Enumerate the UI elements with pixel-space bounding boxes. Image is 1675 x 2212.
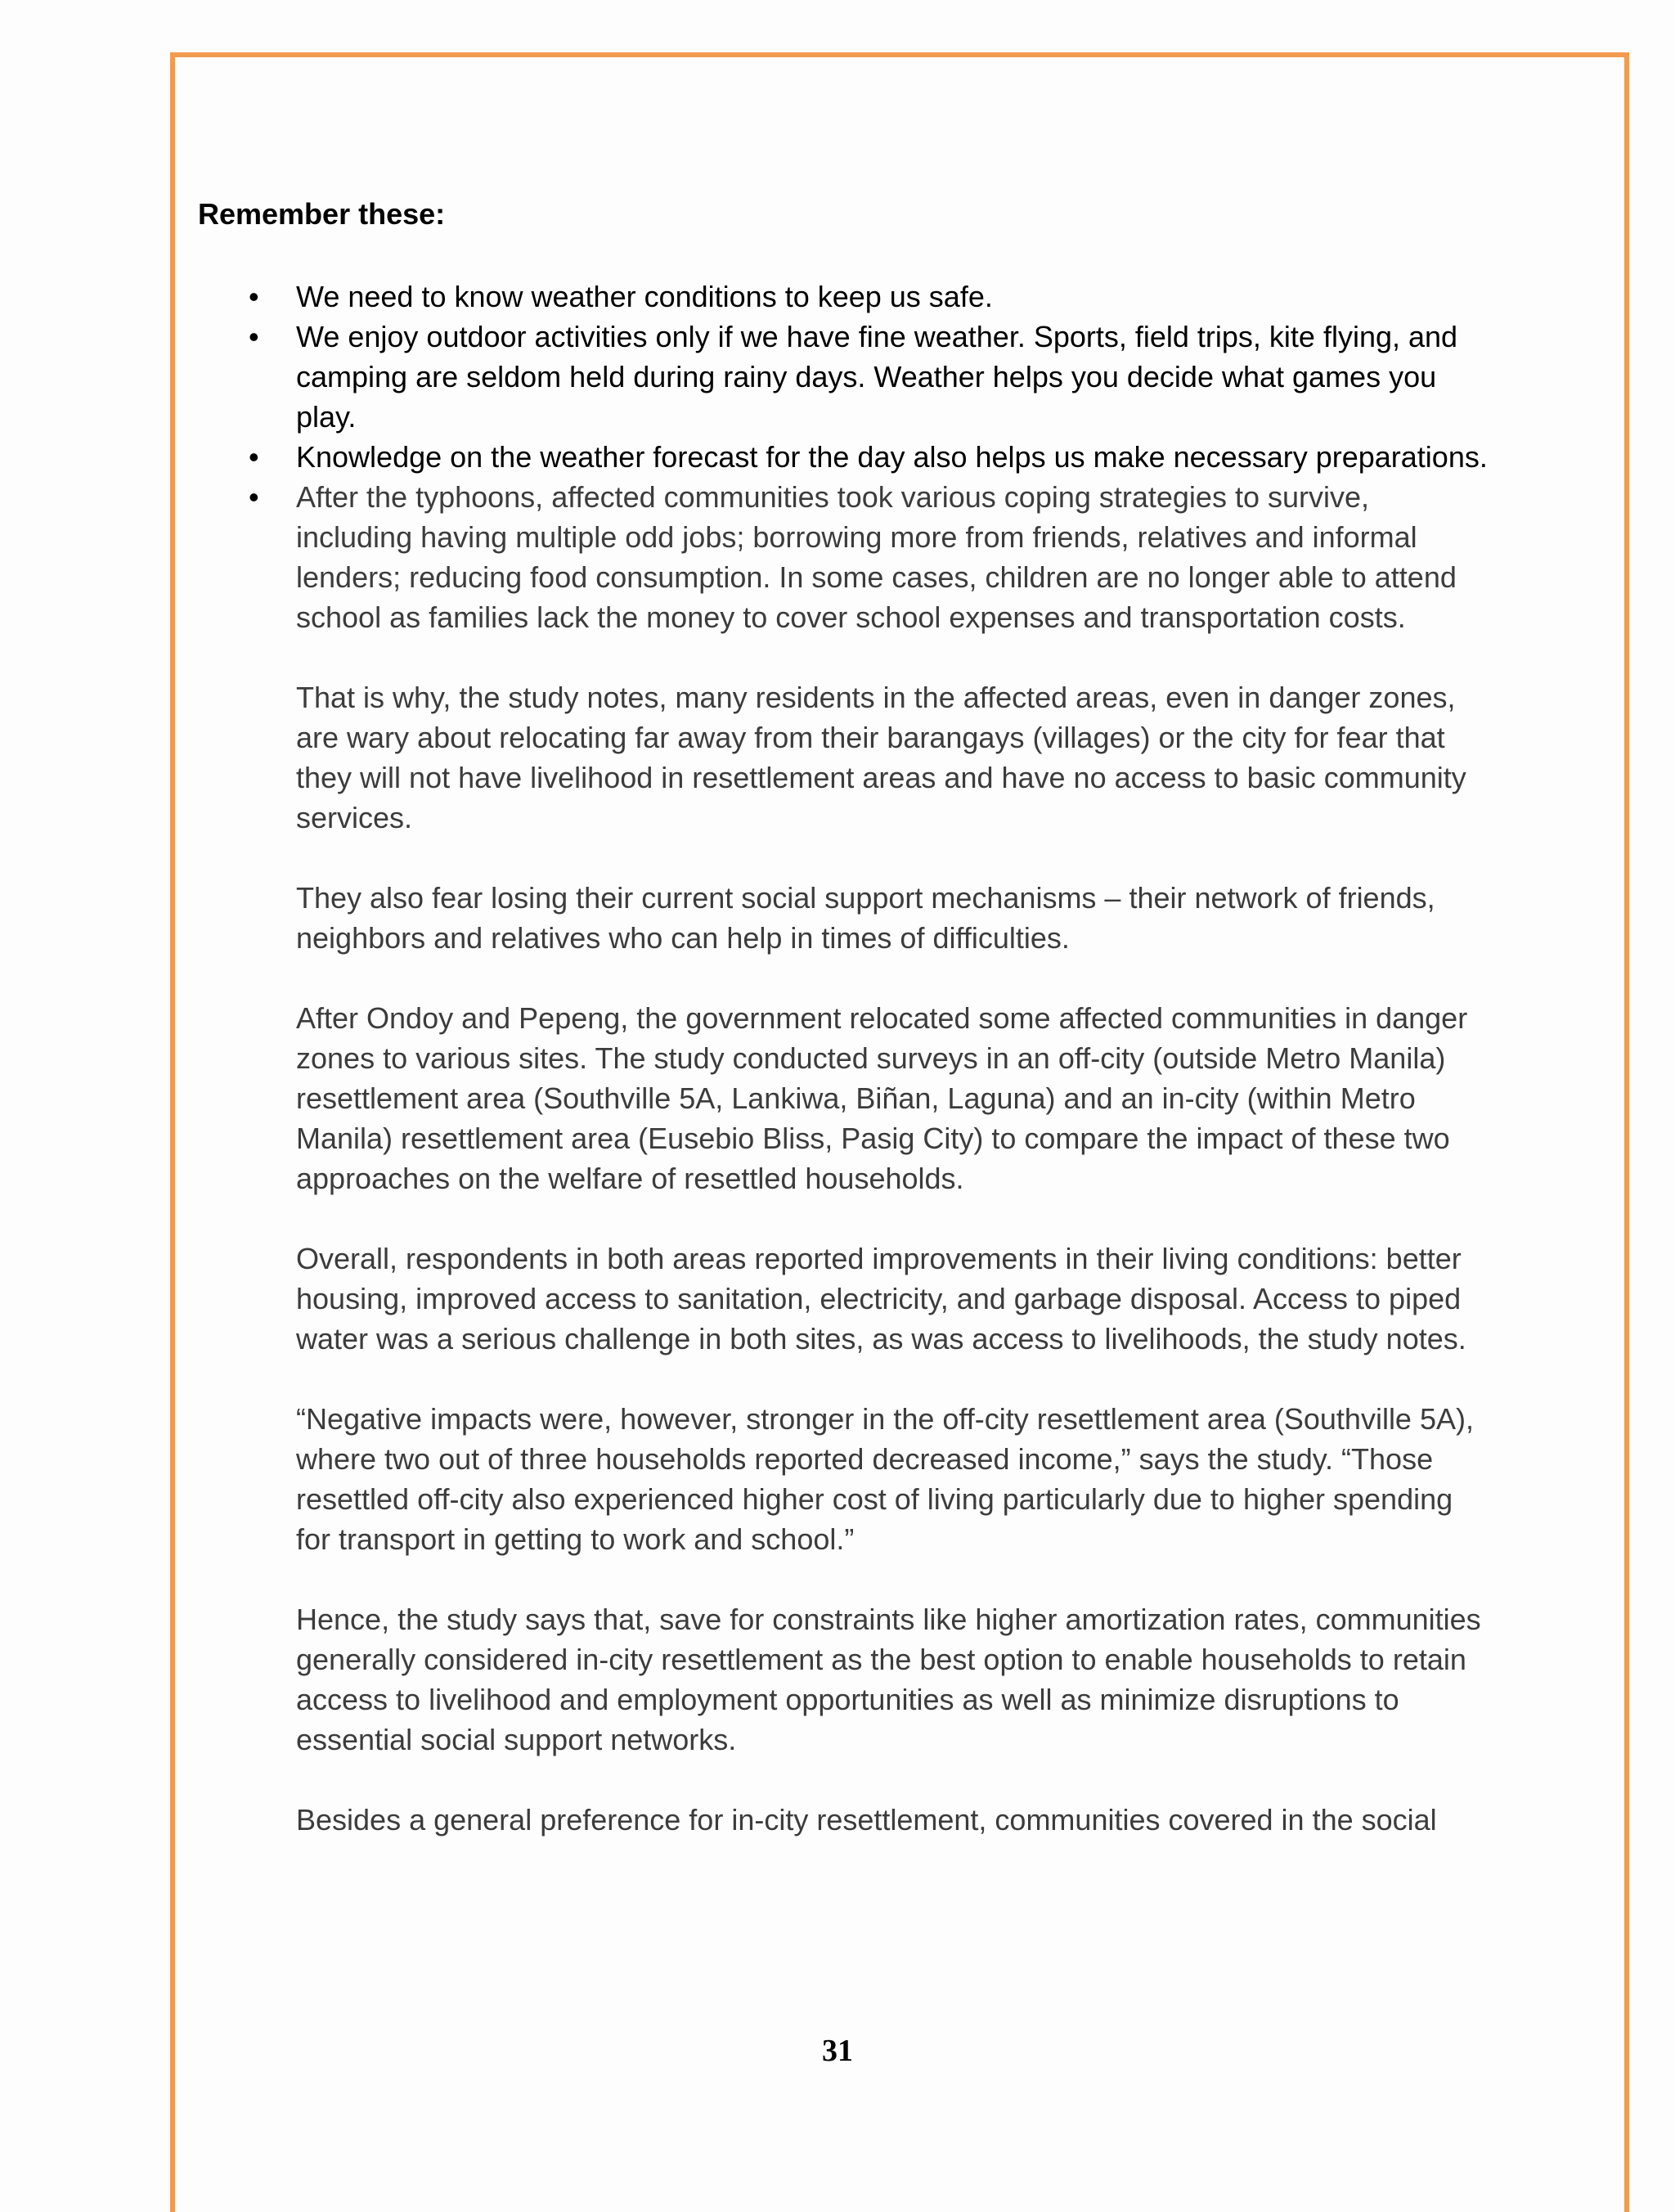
bullet-item <box>198 477 1490 637</box>
body-paragraph: After Ondoy and Pepeng, the government relocated some affected communities in danger zones to various sites. The study conducted surveys in an off-city (outside Metro Manila) resettlement area (Southville 5A, Lankiwa, Biñan, Laguna) and an in-city (within Metro Manila) resettlement area (Eusebio Bliss, Pasig City) to compare the impact of these two approaches on the welfare of resettled households. <box>296 1001 1468 1195</box>
body-paragraph: They also fear losing their current social support mechanisms – their network of friends, neighbors and relatives who can help in times of difficulties. <box>296 881 1435 955</box>
body-paragraph: That is why, the study notes, many residents in the affected areas, even in danger zones, are wary about relocating far away from their barangays (villages) or the city for fear that they will not have livelihood in resettlement areas and have no access to basic community services. <box>296 681 1466 834</box>
page-number: 31 <box>822 2034 853 2068</box>
section-heading: Remember these: <box>198 197 446 231</box>
bullet-item <box>198 276 1490 317</box>
bullet-icon: • <box>249 440 259 474</box>
bullet-text: We enjoy outdoor activities only if we have fine weather. Sports, field trips, kite flying, and camping are seldom held during rainy days. Weather helps you decide what games you play. <box>296 320 1458 434</box>
body-paragraph: “Negative impacts were, however, stronger in the off-city resettlement area (Southville 5A), where two out of three households reported decreased income,” says the study. “Those resettled off-city also experienced higher cost of living particularly due to higher spending for transport in getting to work and school.” <box>296 1402 1474 1556</box>
bullet-text: Knowledge on the weather forecast for the day also helps us make necessary preparations. <box>296 440 1488 474</box>
bullet-icon: • <box>249 280 259 313</box>
body-paragraph: Besides a general preference for in-city resettlement, communities covered in the social <box>296 1803 1437 1837</box>
bullet-text: We need to know weather conditions to keep us safe. <box>296 280 993 313</box>
bullet-item <box>198 437 1490 477</box>
bullet-icon: • <box>249 480 259 514</box>
body-paragraph: Hence, the study says that, save for constraints like higher amortization rates, communities generally considered in-city resettlement as the best option to enable households to retain access to livelihood and employment opportunities as well as minimize disruptions to essential social support networks. <box>296 1603 1481 1756</box>
bullet-text: After the typhoons, affected communities took various coping strategies to survive, including having multiple odd jobs; borrowing more from friends, relatives and informal lenders; reducing food consumption. In some cases, children are no longer able to attend school as families lack the money to cover school expenses and transportation costs. <box>296 480 1457 634</box>
bullet-list <box>198 276 1490 1840</box>
bullet-item <box>198 317 1490 437</box>
body-paragraph: Overall, respondents in both areas reported improvements in their living conditions: better housing, improved access to sanitation, electricity, and garbage disposal. Access to piped water was a serious challenge in both sites, as was access to livelihoods, the study notes. <box>296 1242 1466 1356</box>
bullet-icon: • <box>249 320 259 353</box>
